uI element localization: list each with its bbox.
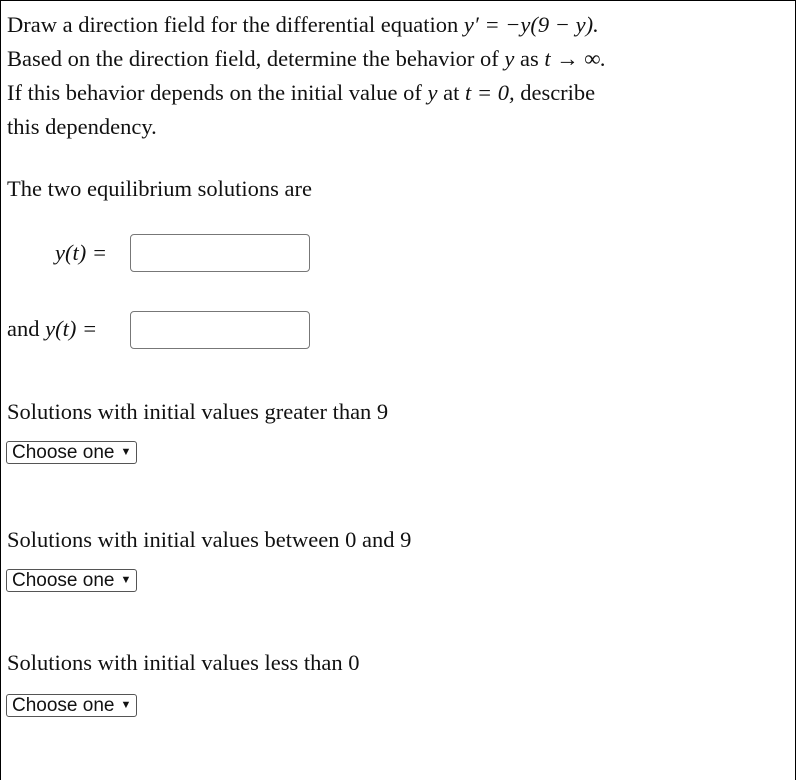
question-line-2: [7, 46, 606, 72]
caret-down-icon: ▼: [120, 574, 132, 586]
caret-down-icon: ▼: [120, 446, 132, 458]
select-value: Choose one: [12, 442, 115, 463]
and-word: and: [7, 316, 46, 341]
behavior-select-between-0-9[interactable]: [6, 569, 137, 592]
equilibrium-label-2: [7, 316, 97, 342]
question-line-3: [7, 80, 595, 106]
behavior-select-greater-9[interactable]: [6, 441, 137, 464]
math-limit: t → ∞.: [544, 46, 607, 71]
text: If this behavior depends on the initial value of: [7, 80, 428, 105]
behavior-label-greater-9: Solutions with initial values greater than 9: [7, 399, 389, 424]
math-y: y: [504, 46, 515, 71]
behavior-label-less-0: Solutions with initial values less than 0: [7, 650, 360, 675]
equilibrium-input-1[interactable]: [130, 234, 310, 272]
question-line-1: [7, 12, 599, 38]
question-line-4: this dependency.: [7, 114, 157, 139]
text: describe: [514, 80, 596, 105]
behavior-label-between-0-9: Solutions with initial values between 0 and 9: [7, 527, 412, 552]
text: as: [514, 46, 545, 71]
equilibrium-intro: The two equilibrium solutions are: [7, 176, 312, 201]
select-value: Choose one: [12, 695, 115, 716]
equilibrium-input-2[interactable]: [130, 311, 310, 349]
equilibrium-label-1: y(t) =: [55, 240, 108, 265]
text: Based on the direction field, determine the behavior of: [7, 46, 505, 71]
equation: y′ = −y(9 − y).: [463, 12, 599, 37]
math-label: y(t) =: [45, 316, 98, 341]
text: at: [437, 80, 466, 105]
select-value: Choose one: [12, 570, 115, 591]
math-t0: t = 0,: [465, 80, 515, 105]
text: Draw a direction field for the differential equation: [7, 12, 464, 37]
math-y: y: [427, 80, 438, 105]
behavior-select-less-0[interactable]: [6, 694, 137, 717]
caret-down-icon: ▼: [120, 699, 132, 711]
